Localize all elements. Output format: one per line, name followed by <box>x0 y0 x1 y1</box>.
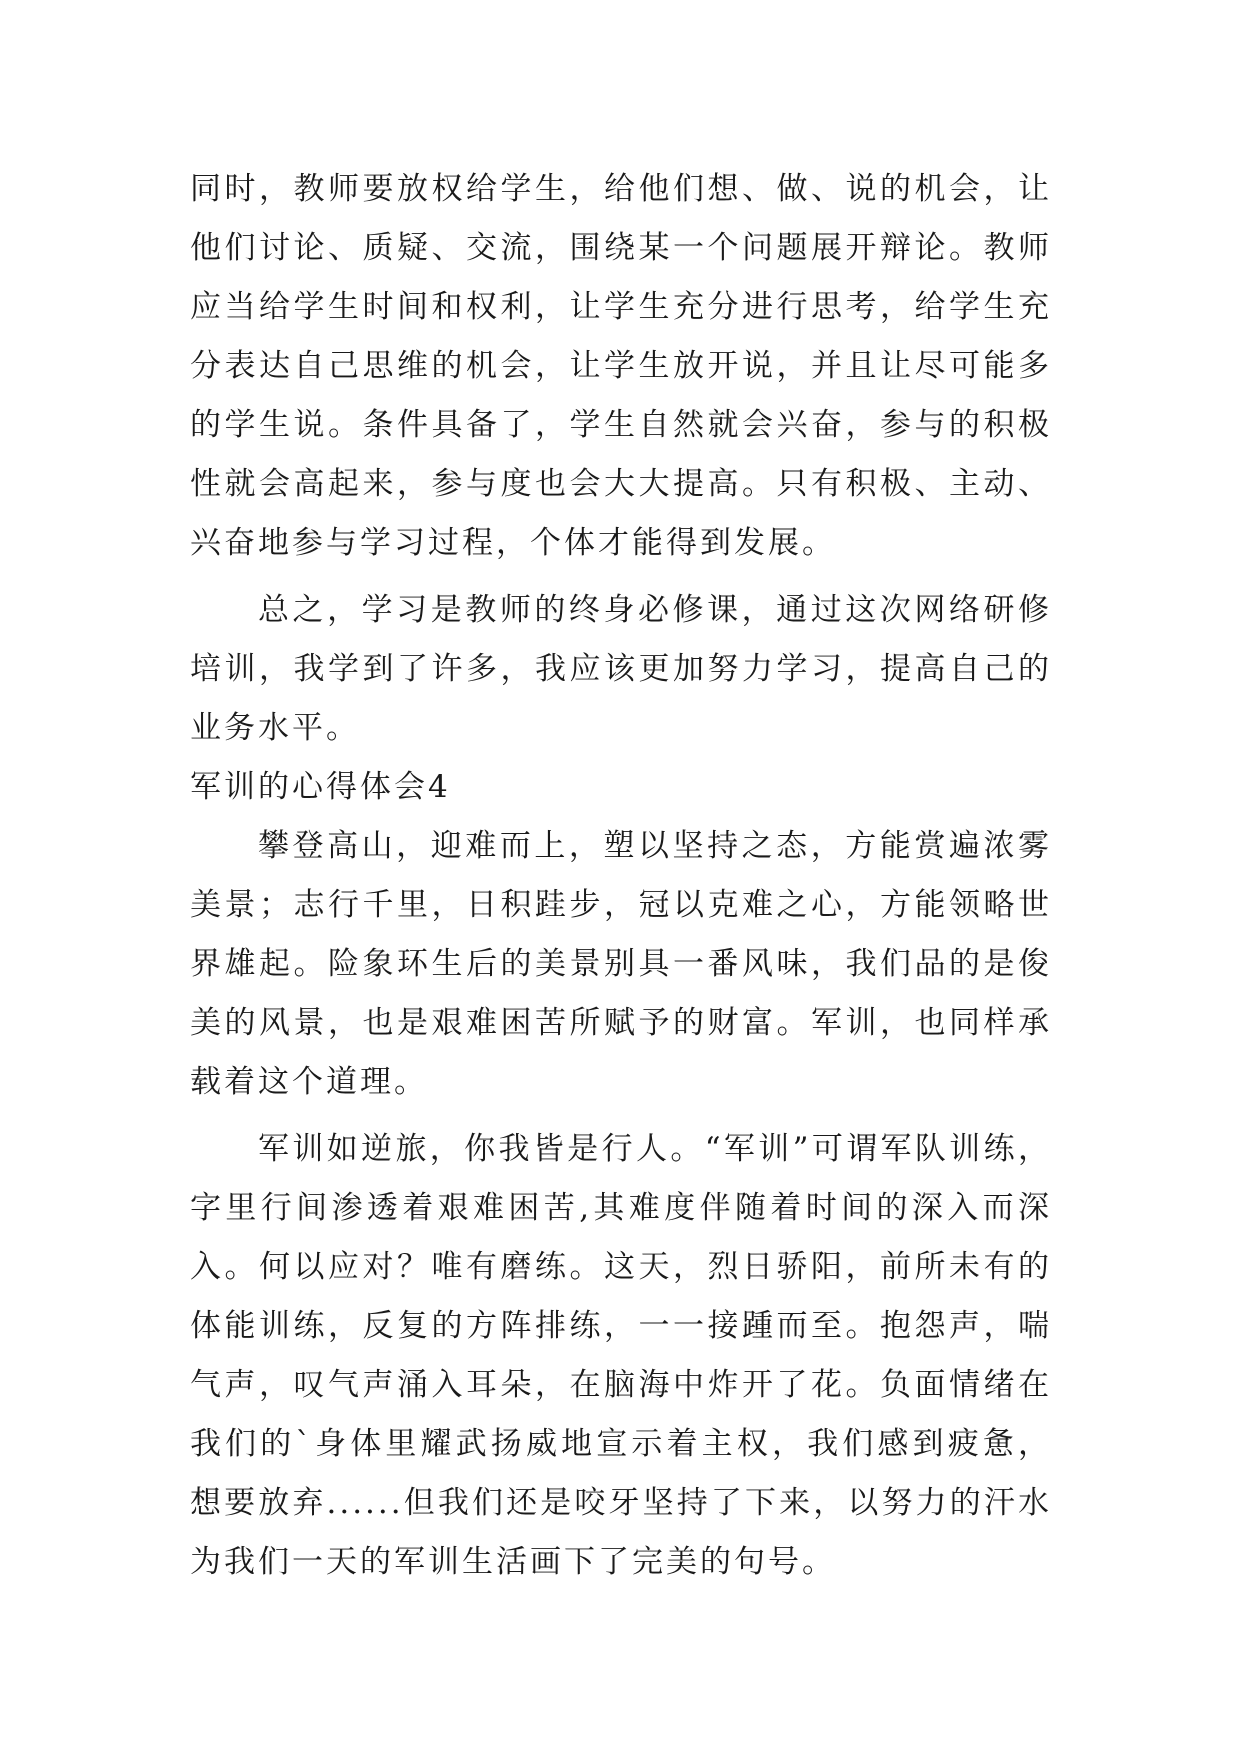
paragraph-teacher-empowerment: 同时，教师要放权给学生，给他们想、做、说的机会，让他们讨论、质疑、交流，围绕某一个问题展开辩论。教师应当给学生时间和权利，让学生充分进行思考，给学生充分表达自己思维的机会，让学生放开说，并且让尽可能多的学生说。条件具备了，学生自然就会兴奋，参与的积极性就会高起来，参与度也会大大提高。只有积极、主动、兴奋地参与学习过程，个体才能得到发展。 <box>190 171 1052 561</box>
paragraph-conclusion: 总之，学习是教师的终身必修课，通过这次网络研修培训，我学到了许多，我应该更加努力学习，提高自己的业务水平。 <box>190 592 1052 746</box>
paragraph-military-training: 军训如逆旅，你我皆是行人。“军训”可谓军队训练，字里行间渗透着艰难困苦,其难度伴随着时间的深入而深入。何以应对？唯有磨练。这天，烈日骄阳，前所未有的体能训练，反复的方阵排练，一一接踵而至。抱怨声，喘气声，叹气声涌入耳朵，在脑海中炸开了花。负面情绪在我们的`身体里耀武扬威地宣示着主权，我们感到疲惫，想要放弃......但我们还是咬牙坚持了下来，以努力的汗水为我们一天的军训生活画下了完美的句号。 <box>190 1131 1052 1580</box>
paragraph-climbing-mountains: 攀登高山，迎难而上，塑以坚持之态，方能赏遍浓雾美景；志行千里，日积跬步，冠以克难之心，方能领略世界雄起。险象环生后的美景别具一番风味，我们品的是俊美的风景，也是艰难困苦所赋予的财富。军训，也同样承载着这个道理。 <box>190 828 1052 1100</box>
section-heading: 军训的心得体会4 <box>190 769 451 805</box>
document-body <box>190 160 1052 1592</box>
